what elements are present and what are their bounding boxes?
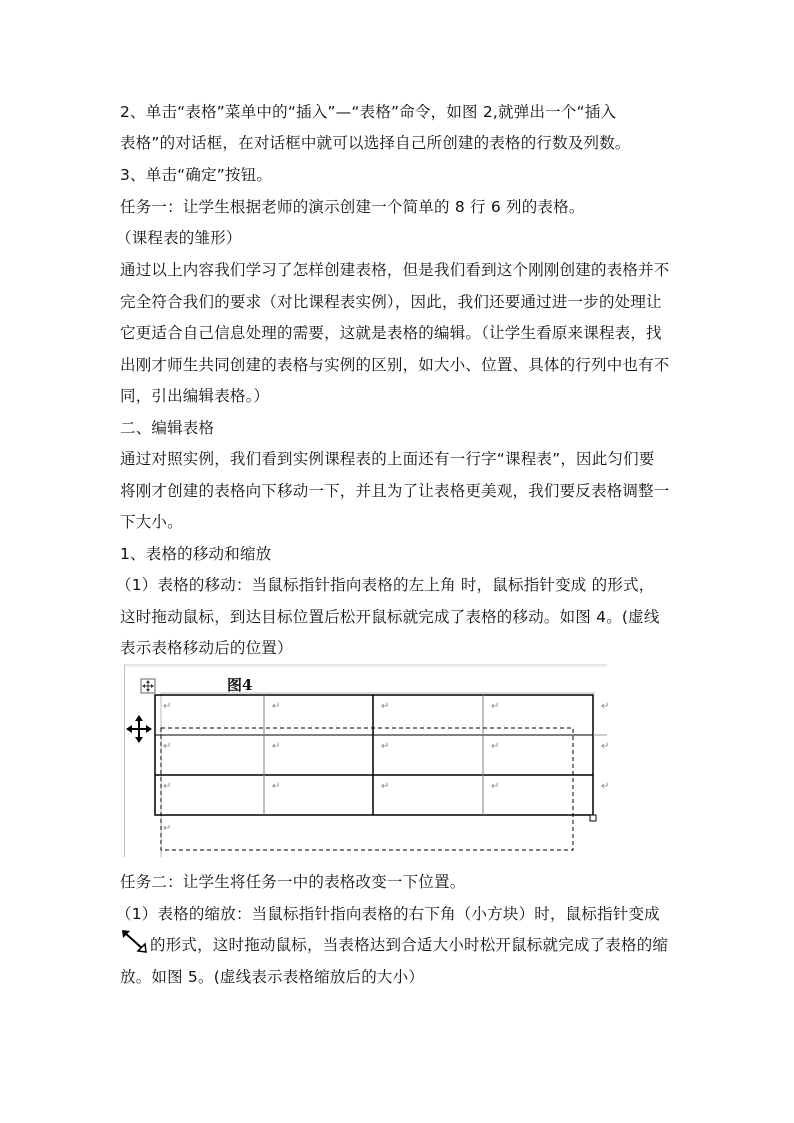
text-line: 将刚才创建的表格向下移动一下，并且为了让表格更美观，我们要反表格调整一	[120, 482, 670, 500]
text-line: 的形式，这时拖动鼠标，当表格达到合适大小时松开鼠标就完成了表格的缩	[150, 936, 669, 954]
text-line: （1）表格的缩放：当鼠标指针指向表格的右下角（小方块）时，鼠标指针变成	[116, 905, 660, 923]
cell-mark: ↵	[163, 823, 172, 834]
figure-4	[124, 664, 610, 857]
cell-mark: ↵	[601, 781, 610, 792]
cell-mark: ↵	[272, 741, 281, 752]
text-line: 完全符合我们的要求（对比课程表实例），因此，我们还要通过进一步的处理让	[120, 293, 662, 311]
original-table	[155, 695, 593, 815]
cell-mark: ↵	[381, 701, 390, 712]
text-line: 表示表格移动后的位置）	[120, 639, 293, 657]
text-line: 它更适合自己信息处理的需要，这就是表格的编辑。（让学生看原来课程表，找	[120, 324, 662, 342]
text-line: 任务二：让学生将任务一中的表格改变一下位置。	[120, 873, 466, 891]
table-resize-handle-icon	[590, 815, 596, 821]
text-line: 通过以上内容我们学习了怎样创建表格，但是我们看到这个刚刚创建的表格并不	[120, 261, 670, 279]
cell-mark: ↵	[381, 741, 390, 752]
text-line: 出刚才师生共同创建的表格与实例的区别，如大小、位置、具体的行列中也有不	[120, 356, 670, 374]
cell-mark: ↵	[272, 701, 281, 712]
cell-mark: ↵	[491, 701, 500, 712]
move-cursor-icon	[126, 715, 152, 743]
cell-mark: ↵	[491, 741, 500, 752]
cell-mark: ↵	[381, 781, 390, 792]
table-move-handle-icon	[141, 679, 155, 693]
text-line: （1）表格的移动：当鼠标指针指向表格的左上角 时，鼠标指针变成 的形式，	[116, 576, 655, 594]
text-line: 2、单击“表格”菜单中的“插入”—“表格”命令，如图 2,就弹出一个“插入	[120, 103, 617, 121]
section-heading: 二、编辑表格	[120, 419, 215, 437]
cell-mark: ↵	[491, 781, 500, 792]
text-line: 3、单击“确定”按钮。	[120, 166, 273, 184]
cell-mark: ↵	[272, 781, 281, 792]
text-line: 下大小。	[120, 513, 183, 531]
figure-4-drawing	[125, 665, 610, 857]
text-line: 表格”的对话框，在对话框中就可以选择自己所创建的表格的行数及列数。	[120, 134, 631, 152]
cell-mark: ↵	[163, 741, 172, 752]
figure-caption: 图4	[227, 676, 253, 694]
text-line: （课程表的雏形）	[116, 229, 242, 247]
text-line: 通过对照实例，我们看到实例课程表的上面还有一行字“课程表”，因此匀们要	[120, 450, 655, 468]
text-line: 任务一：让学生根据老师的演示创建一个简单的 8 行 6 列的表格。	[120, 198, 585, 216]
text-line: 放。如图 5。(虚线表示表格缩放后的大小）	[120, 968, 425, 986]
moved-table-outline	[161, 728, 573, 850]
cell-mark: ↵	[163, 781, 172, 792]
cell-mark: ↵	[601, 701, 610, 712]
text-line: 这时拖动鼠标，到达目标位置后松开鼠标就完成了表格的移动。如图 4。(虚线	[120, 608, 660, 626]
cell-mark: ↵	[601, 741, 610, 752]
subsection-heading: 1、表格的移动和缩放	[120, 545, 272, 563]
resize-cursor-icon	[120, 928, 150, 956]
cell-mark: ↵	[163, 701, 172, 712]
text-line: 同，引出编辑表格。）	[120, 387, 270, 405]
